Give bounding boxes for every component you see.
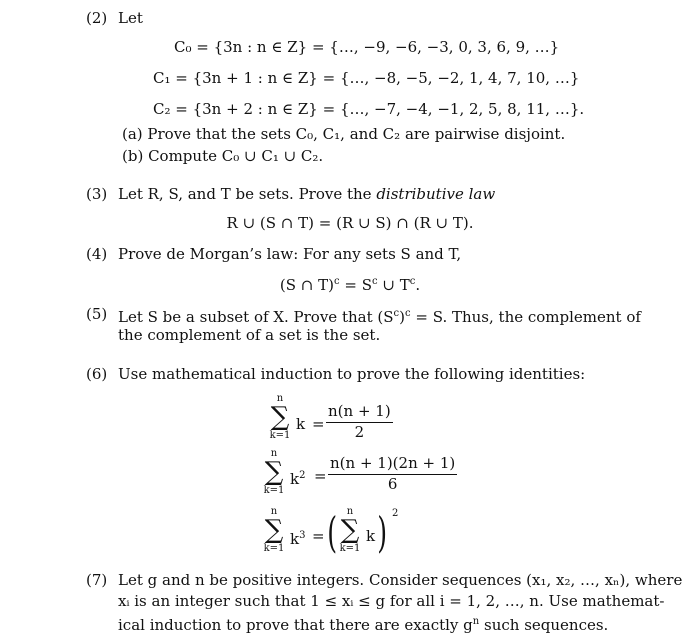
identity-2-base: k xyxy=(290,470,300,488)
sigma-symbol: ∑ xyxy=(270,402,290,432)
identity-1-denominator: 2 xyxy=(354,423,365,441)
problem-7-number: (7) xyxy=(86,571,108,589)
problem-5-line-1 xyxy=(118,304,641,327)
problem-3-text xyxy=(118,184,495,204)
identity-2-numerator: n(n + 1)(2n + 1) xyxy=(328,454,457,475)
equals-sign: = xyxy=(314,467,327,485)
problem-5-line-2: the complement of a set is the set. xyxy=(118,326,381,344)
problem-7-line-3 xyxy=(118,612,608,635)
right-paren: ) xyxy=(377,508,388,557)
summation-upper-limit: n xyxy=(276,393,284,404)
summation-lower-limit: k=1 xyxy=(263,543,285,554)
problem-6-number: (6) xyxy=(86,365,108,383)
problem-5-line-1-pre: Let S be a subset of X. Prove that (S xyxy=(118,308,394,326)
set-c2-definition: C₂ = {3n + 2 : n ∈ Z} = {…, −7, −4, −1, 2, 5, 8, 11, …}. xyxy=(153,100,585,118)
problem-3-number: (3) xyxy=(86,185,108,203)
summation-upper-limit: n xyxy=(270,506,278,517)
complement-sup: c xyxy=(404,308,411,319)
de-morgan-mid2: ∪ T xyxy=(377,276,410,294)
set-c1-definition: C₁ = {3n + 1 : n ∈ Z} = {…, −8, −5, −2, 1, 4, 7, 10, …} xyxy=(153,69,580,87)
identity-2-fraction xyxy=(328,454,457,494)
identity-1-term: k xyxy=(296,415,306,433)
summation-upper-limit: n xyxy=(270,448,278,459)
distributive-law-formula: R ∪ (S ∩ T) = (R ∪ S) ∩ (R ∪ T). xyxy=(226,214,474,232)
identity-2-denominator: 6 xyxy=(387,475,398,493)
problem-7-line-1: Let g and n be positive integers. Consider sequences (x₁, x₂, …, xₙ), where xyxy=(118,571,683,589)
summation-2 xyxy=(256,448,292,496)
problem-2-lead: Let xyxy=(118,9,143,27)
problem-6-text: Use mathematical induction to prove the following identities: xyxy=(118,365,586,383)
problem-2-part-a: (a) Prove that the sets C₀, C₁, and C₂ are pairwise disjoint. xyxy=(122,125,566,143)
identity-1-fraction xyxy=(326,402,393,442)
problem-7-exponent: n xyxy=(472,616,480,627)
problem-2-part-b: (b) Compute C₀ ∪ C₁ ∪ C₂. xyxy=(122,147,324,165)
identity-2-term xyxy=(290,466,305,489)
equals-sign: = xyxy=(312,415,325,433)
problem-7-line-3-post: such sequences. xyxy=(479,616,609,634)
complement-sup: c xyxy=(409,276,416,287)
summation-lower-limit: k=1 xyxy=(263,485,285,496)
identity-3-outer-exponent: 2 xyxy=(392,508,399,519)
problem-7-line-3-pre: ical induction to prove that there are exactly g xyxy=(118,616,473,634)
summation-lower-limit: k=1 xyxy=(339,543,361,554)
sigma-symbol: ∑ xyxy=(340,515,360,545)
problem-5-line-1-post: = S. Thus, the complement of xyxy=(410,308,641,326)
identity-3-exponent: 3 xyxy=(299,530,306,541)
problem-3-text-lead: Let R, S, and T be sets. Prove the xyxy=(118,185,377,203)
sigma-symbol: ∑ xyxy=(264,515,284,545)
summation-lower-limit: k=1 xyxy=(269,430,291,441)
identity-2-exponent: 2 xyxy=(299,470,306,481)
de-morgan-end: . xyxy=(415,276,421,294)
summation-upper-limit: n xyxy=(346,506,354,517)
problem-7-line-2: xᵢ is an integer such that 1 ≤ xᵢ ≤ g for all i = 1, 2, …, n. Use mathemat- xyxy=(118,592,665,610)
left-paren: ( xyxy=(327,508,338,557)
identity-3-base: k xyxy=(290,530,300,548)
de-morgan-lhs: (S ∩ T) xyxy=(279,276,334,294)
de-morgan-formula xyxy=(0,272,700,295)
problem-4-number: (4) xyxy=(86,245,108,263)
problem-4-text: Prove de Morgan’s law: For any sets S and T, xyxy=(118,245,462,263)
complement-sup: c xyxy=(333,276,340,287)
summation-inner xyxy=(334,506,366,554)
problem-5-number: (5) xyxy=(86,305,108,323)
set-c0-definition: C₀ = {3n : n ∈ Z} = {…, −9, −6, −3, 0, 3, 6, 9, …} xyxy=(174,38,560,56)
summation-1 xyxy=(262,393,298,441)
problem-5-paren: ) xyxy=(399,308,405,326)
complement-sup: c xyxy=(393,308,400,319)
identity-1-numerator: n(n + 1) xyxy=(326,402,393,423)
problem-2-number: (2) xyxy=(86,9,108,27)
distributive-law-term: distributive law xyxy=(376,185,496,203)
equals-sign: = xyxy=(312,527,325,545)
sigma-symbol: ∑ xyxy=(264,457,284,487)
identity-3-term xyxy=(290,526,305,549)
identity-3-inner-term: k xyxy=(366,527,376,545)
de-morgan-mid: = S xyxy=(339,276,372,294)
complement-sup: c xyxy=(371,276,378,287)
summation-3 xyxy=(256,506,292,554)
